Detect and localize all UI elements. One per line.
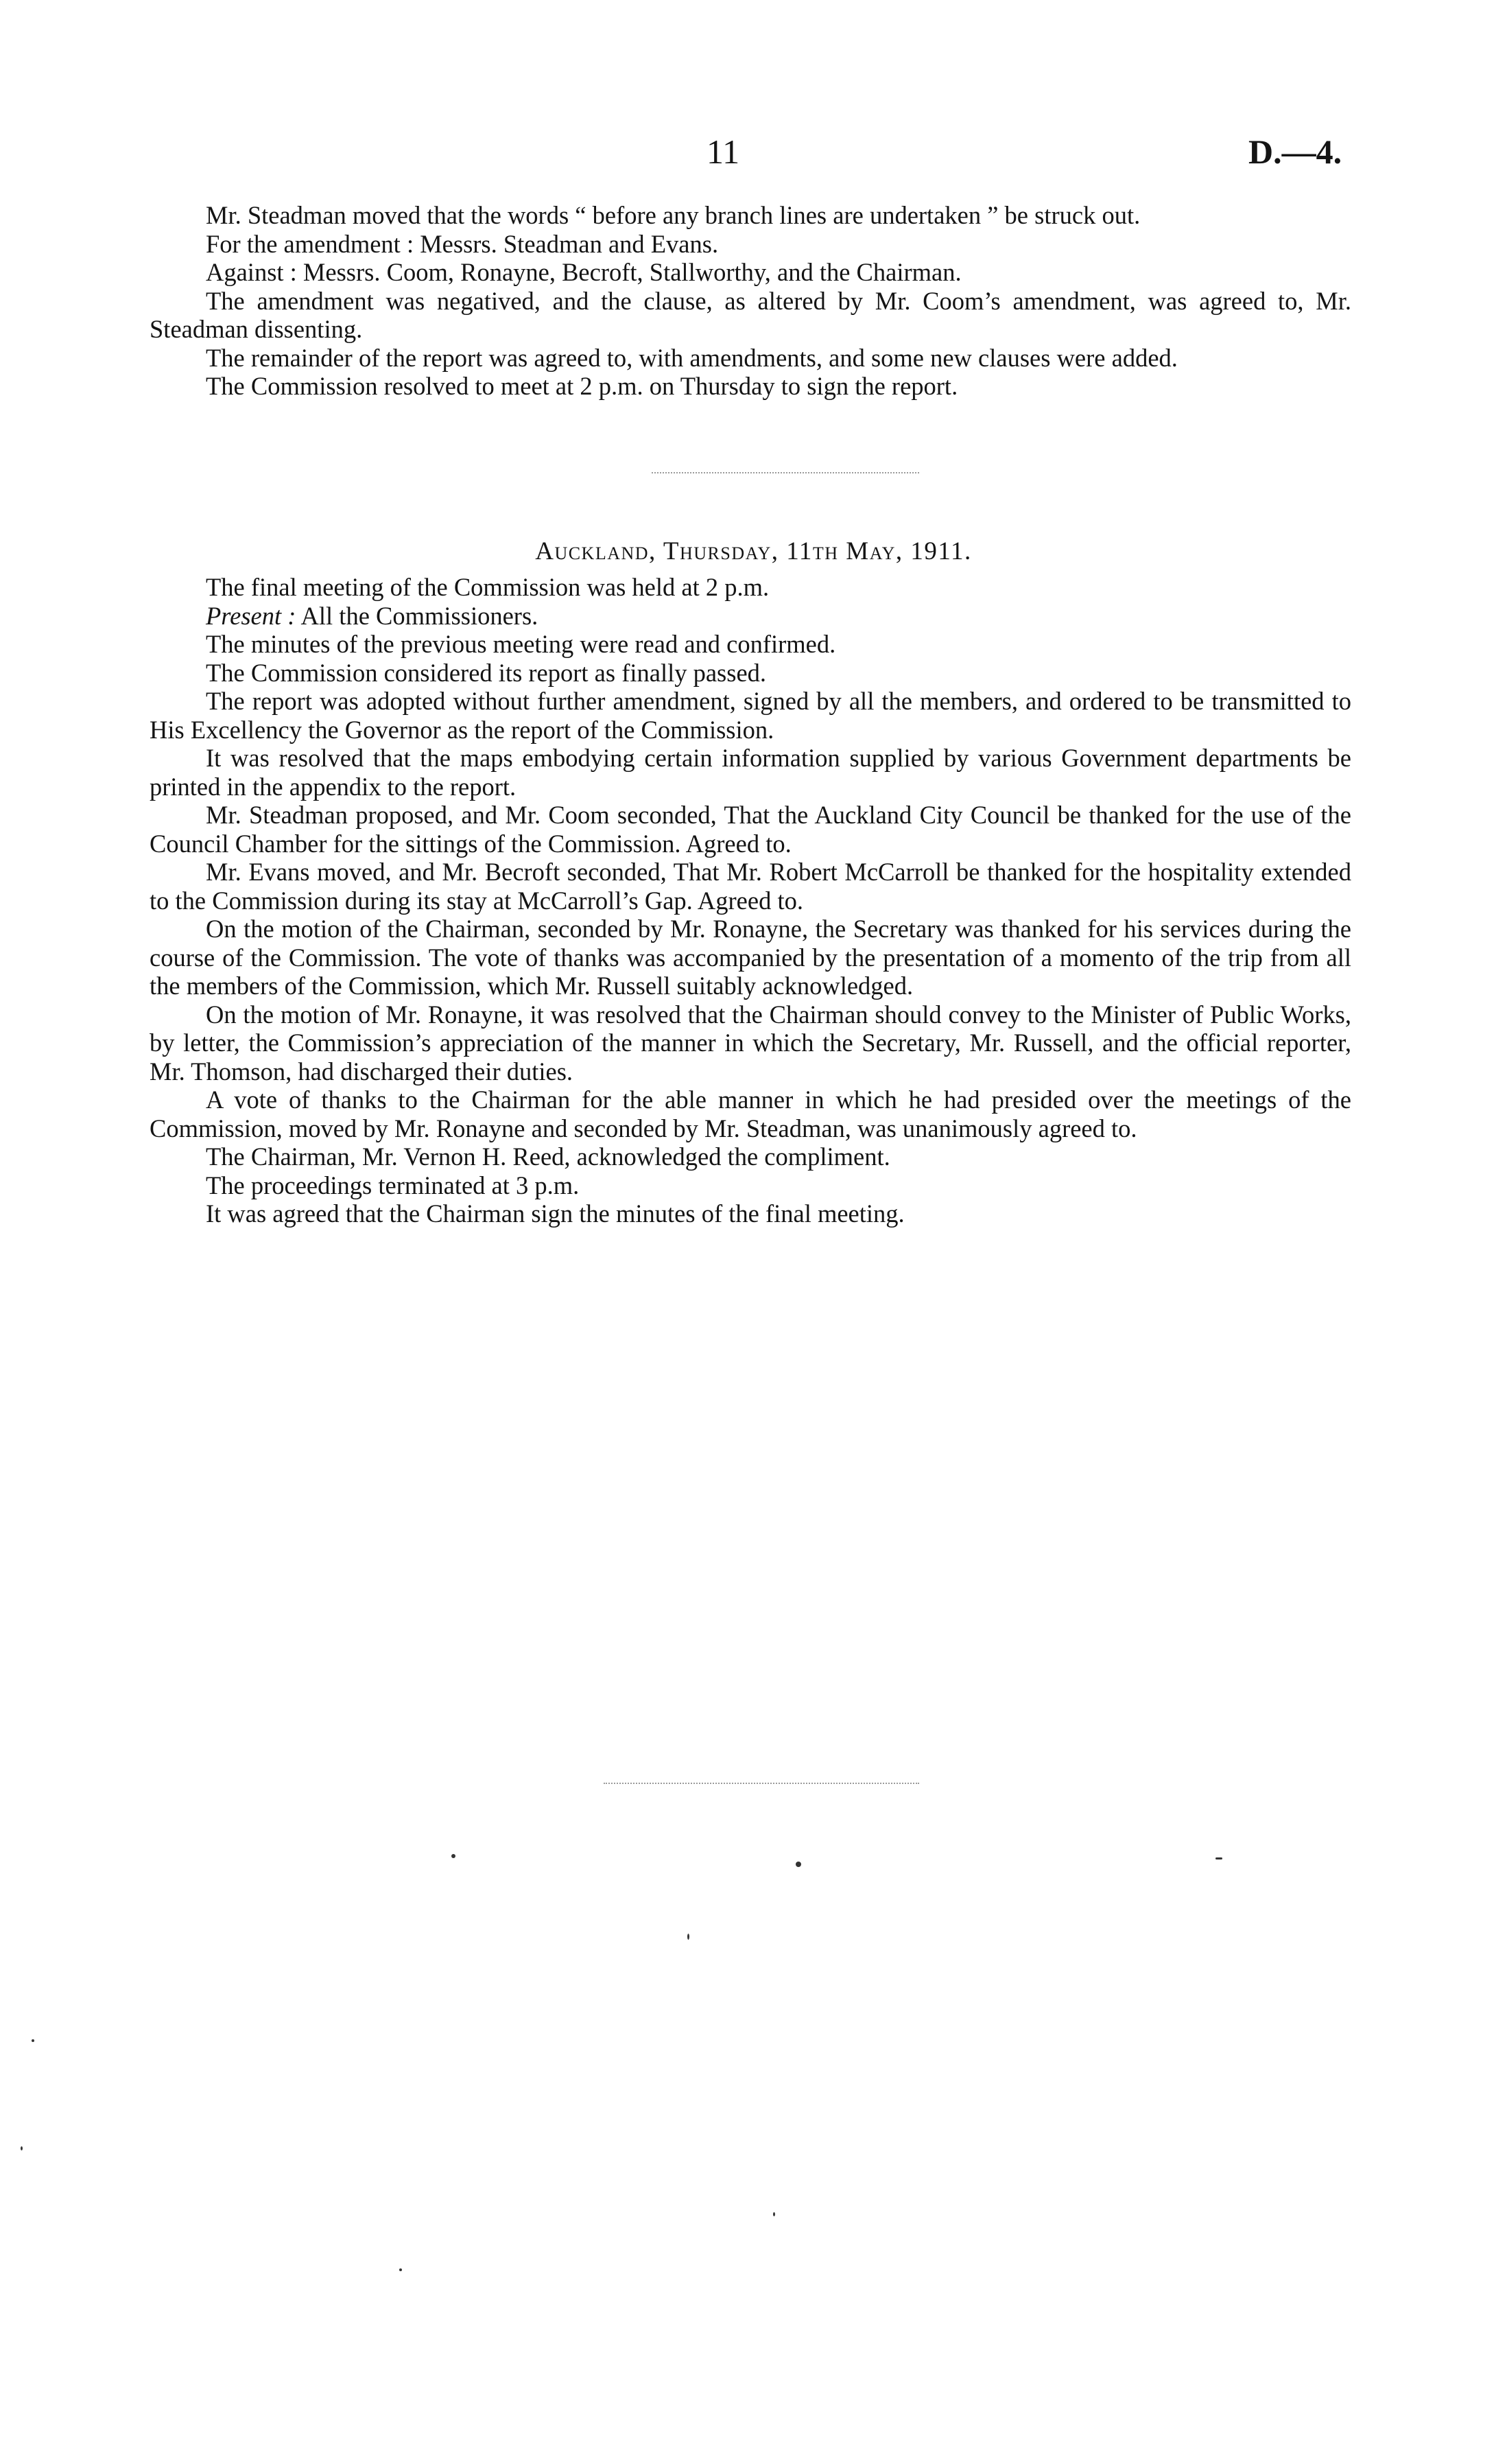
paragraph-steadman-motion: Mr. Steadman moved that the words “ before any branch lines are undertaken ” be struck out. [206, 201, 1141, 229]
section-divider-bottom [604, 1783, 919, 1784]
paragraph-resolved-to-meet: The Commission resolved to meet at 2 p.m. on Thursday to sign the report. [206, 372, 958, 400]
document-reference: D.—4. [1248, 132, 1342, 171]
paragraph-chairman-sign-minutes: It was agreed that the Chairman sign the minutes of the final meeting. [206, 1199, 905, 1228]
section-divider-top [652, 472, 919, 473]
paragraph-amendment-negatived: The amendment was negatived, and the clause, as altered by Mr. Coom’s amendment, was agreed to, Mr. Steadman dissenting. [150, 286, 1351, 343]
scan-speck [32, 2039, 34, 2042]
scan-speck [451, 1854, 455, 1858]
paragraph-final-meeting-held: The final meeting of the Commission was held at 2 p.m. [206, 573, 770, 601]
paragraph-remainder-agreed: The remainder of the report was agreed to, with amendments, and some new clauses were added. [206, 343, 1178, 372]
scan-speck [796, 1862, 801, 1867]
paragraph-chairman-thanked: A vote of thanks to the Chairman for the able manner in which he had presided over the meetings of the Commission, moved by Mr. Ronayne and seconded by Mr. Steadman, was unanimously agreed to. [150, 1086, 1351, 1142]
paragraph-report-considered: The Commission considered its report as finally passed. [206, 658, 767, 687]
paragraph-report-adopted: The report was adopted without further amendment, signed by all the members, and ordered to be transmitted to His Excellency the Governor as the report of the Commission. [150, 687, 1351, 744]
scan-speck [399, 2268, 402, 2271]
paragraph-minutes-confirmed: The minutes of the previous meeting were read and confirmed. [206, 630, 836, 658]
scan-speck [1215, 1857, 1222, 1859]
page-number: 11 [707, 132, 740, 171]
minutes-block-final-meeting [150, 573, 1351, 1228]
minutes-block-previous-meeting [150, 201, 1351, 401]
paragraph-proceedings-terminated: The proceedings terminated at 3 p.m. [206, 1171, 580, 1199]
present-text: All the Commissioners. [296, 601, 538, 630]
paragraph-for-amendment: For the amendment : Messrs. Steadman and Evans. [206, 229, 719, 258]
paragraph-present [150, 602, 1351, 631]
paragraph-council-thanked: Mr. Steadman proposed, and Mr. Coom seconded, That the Auckland City Council be thanked for the use of the Council Chamber for the sittings of the Commission. Agreed to. [150, 801, 1351, 858]
paragraph-secretary-thanked: On the motion of the Chairman, seconded by Mr. Ronayne, the Secretary was thanked for his services during the course of the Commission. The vote of thanks was accompanied by the presentation of a momento of the trip from all the members of the Commission, which Mr. Russell suitably acknowledged. [150, 915, 1351, 1000]
paragraph-minister-letter: On the motion of Mr. Ronayne, it was resolved that the Chairman should convey to the Minister of Public Works, by letter, the Commission’s appreciation of the manner in which the Secretary, Mr. Russell, and the official reporter, Mr. Thomson, had discharged their duties. [150, 1000, 1351, 1086]
meeting-heading: Auckland, Thursday, 11th May, 1911. [535, 537, 972, 565]
scan-speck [687, 1934, 689, 1940]
scan-speck [21, 2146, 23, 2150]
paragraph-mccarroll-thanked: Mr. Evans moved, and Mr. Becroft seconded, That Mr. Robert McCarroll be thanked for the hospitality extended to the Commission during its stay at McCarroll’s Gap. Agreed to. [150, 858, 1351, 915]
paragraph-against-amendment: Against : Messrs. Coom, Ronayne, Becroft, Stallworthy, and the Chairman. [206, 258, 962, 286]
present-label: Present : [206, 601, 296, 630]
paragraph-chairman-acknowledged: The Chairman, Mr. Vernon H. Reed, acknowledged the compliment. [206, 1142, 890, 1171]
scan-speck [773, 2212, 775, 2216]
paragraph-maps-resolution: It was resolved that the maps embodying certain information supplied by various Government departments be printed in the appendix to the report. [150, 744, 1351, 801]
